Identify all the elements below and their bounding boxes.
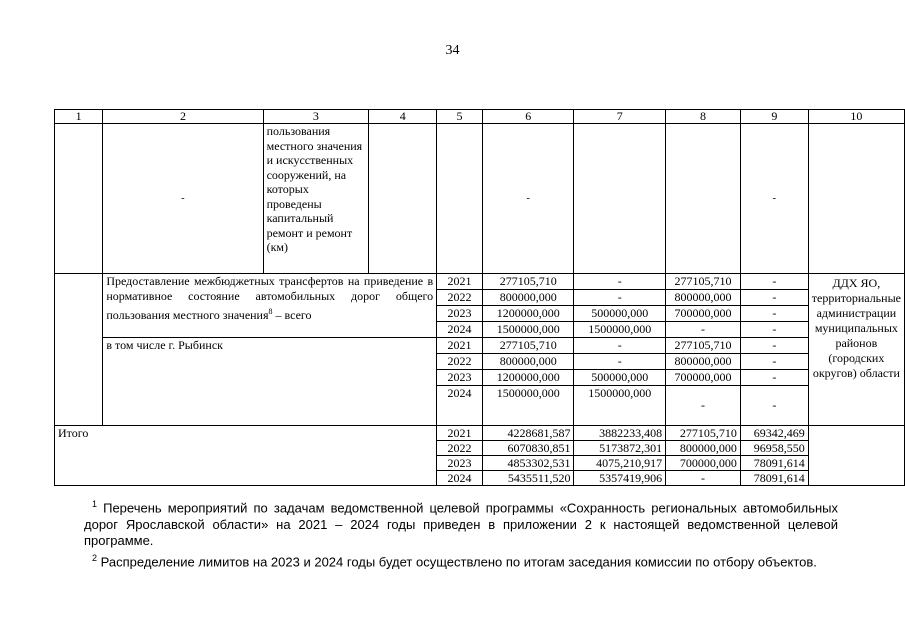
transfers-row (55, 274, 905, 290)
value-cell: 800000,000 (666, 290, 741, 306)
value-cell: 800000,000 (482, 290, 574, 306)
value-cell: 4228681,587 (482, 426, 574, 441)
cell (437, 124, 483, 274)
cell (808, 124, 904, 274)
value-cell: - (740, 370, 808, 386)
cell-dash: - (740, 124, 808, 274)
cell (55, 274, 103, 426)
value-cell: 800000,000 (482, 354, 574, 370)
footnotes (84, 496, 838, 571)
value-cell: 1500000,000 (574, 386, 666, 426)
value-cell: - (740, 338, 808, 354)
header-cell: 8 (666, 110, 741, 124)
rybinsk-row (55, 338, 905, 354)
value-cell: 96958,550 (740, 441, 808, 456)
value-cell: 277105,710 (666, 338, 741, 354)
cell (574, 124, 666, 274)
value-cell: 69342,469 (740, 426, 808, 441)
value-cell: 500000,000 (574, 306, 666, 322)
header-cell: 5 (437, 110, 483, 124)
cell (55, 124, 103, 274)
footnote (84, 550, 838, 571)
transfers-label-end: – всего (272, 308, 312, 322)
cell (808, 426, 904, 486)
value-cell: 800000,000 (666, 441, 741, 456)
header-cell: 2 (103, 110, 263, 124)
total-label: Итого (55, 426, 437, 486)
cell (666, 124, 741, 274)
year-cell: 2022 (437, 290, 483, 306)
value-cell: 277105,710 (482, 274, 574, 290)
value-cell: 5357419,906 (574, 471, 666, 486)
year-cell: 2021 (437, 426, 483, 441)
total-row (55, 426, 905, 441)
value-cell: 5435511,520 (482, 471, 574, 486)
value-cell: 4853302,531 (482, 456, 574, 471)
value-cell: 78091,614 (740, 471, 808, 486)
value-cell: - (740, 322, 808, 338)
year-cell: 2023 (437, 306, 483, 322)
value-cell: 277105,710 (666, 274, 741, 290)
header-cell: 4 (369, 110, 437, 124)
footnote-number: 2 (92, 552, 98, 563)
value-cell: 700000,000 (666, 370, 741, 386)
cell-dash: - (482, 124, 574, 274)
value-cell: - (574, 274, 666, 290)
value-cell: - (740, 354, 808, 370)
indicator-description: пользования местного значения и искусственных сооружений, на которых проведены капитальный ремонт и ремонт (км) (263, 124, 369, 274)
value-cell: 5173872,301 (574, 441, 666, 456)
header-row (55, 110, 905, 124)
executor-cell: ДДХ ЯО, территориальные администрации муниципальных районов (городских округов) области (808, 274, 904, 426)
value-cell: - (740, 386, 808, 426)
year-cell: 2024 (437, 471, 483, 486)
footnote-text: Распределение лимитов на 2023 и 2024 годы будет осуществлено по итогам заседания комиссии по отбору объектов. (100, 554, 817, 570)
footnote-text: Перечень мероприятий по задачам ведомственной целевой программы «Сохранность региональных автомобильных дорог Ярославской области» на 2021 – 2024 годы приведен в приложении 2 к настоящей ведомственной целевой программе. (84, 500, 838, 549)
year-cell: 2022 (437, 354, 483, 370)
value-cell: - (666, 386, 741, 426)
value-cell: 1500000,000 (482, 386, 574, 426)
header-cell: 1 (55, 110, 103, 124)
value-cell: - (666, 322, 741, 338)
value-cell: 1500000,000 (482, 322, 574, 338)
value-cell: 800000,000 (666, 354, 741, 370)
year-cell: 2021 (437, 338, 483, 354)
value-cell: 700000,000 (666, 306, 741, 322)
program-table (54, 109, 905, 486)
transfers-label-text: Предоставление межбюджетных трансфертов на приведение в нормативное состояние автомобильных дорог общего пользования местного значения (106, 274, 434, 322)
header-cell: 9 (740, 110, 808, 124)
value-cell: 277105,710 (482, 338, 574, 354)
year-cell: 2024 (437, 386, 483, 426)
year-cell: 2021 (437, 274, 483, 290)
value-cell: 1500000,000 (574, 322, 666, 338)
footnote-number: 1 (92, 499, 98, 509)
year-cell: 2023 (437, 456, 483, 471)
transfers-label (103, 274, 437, 338)
year-cell: 2022 (437, 441, 483, 456)
value-cell: 1200000,000 (482, 370, 574, 386)
header-cell: 3 (263, 110, 369, 124)
cell-dash: - (103, 124, 263, 274)
value-cell: - (740, 290, 808, 306)
value-cell: 4075,210,917 (574, 456, 666, 471)
value-cell: - (666, 471, 741, 486)
header-cell: 6 (482, 110, 574, 124)
year-cell: 2024 (437, 322, 483, 338)
value-cell: 3882233,408 (574, 426, 666, 441)
value-cell: - (574, 290, 666, 306)
header-cell: 10 (808, 110, 904, 124)
rybinsk-label: в том числе г. Рыбинск (103, 338, 437, 426)
value-cell: - (574, 354, 666, 370)
value-cell: 277105,710 (666, 426, 741, 441)
year-cell: 2023 (437, 370, 483, 386)
value-cell: 6070830,851 (482, 441, 574, 456)
value-cell: - (574, 338, 666, 354)
header-cell: 7 (574, 110, 666, 124)
cell (369, 124, 437, 274)
value-cell: - (740, 306, 808, 322)
footnote-ref: 8 (268, 307, 273, 316)
continuation-row (55, 124, 905, 274)
page-number: 34 (445, 43, 460, 58)
footnote (84, 496, 838, 550)
value-cell: - (740, 274, 808, 290)
value-cell: 500000,000 (574, 370, 666, 386)
value-cell: 78091,614 (740, 456, 808, 471)
value-cell: 1200000,000 (482, 306, 574, 322)
value-cell: 700000,000 (666, 456, 741, 471)
